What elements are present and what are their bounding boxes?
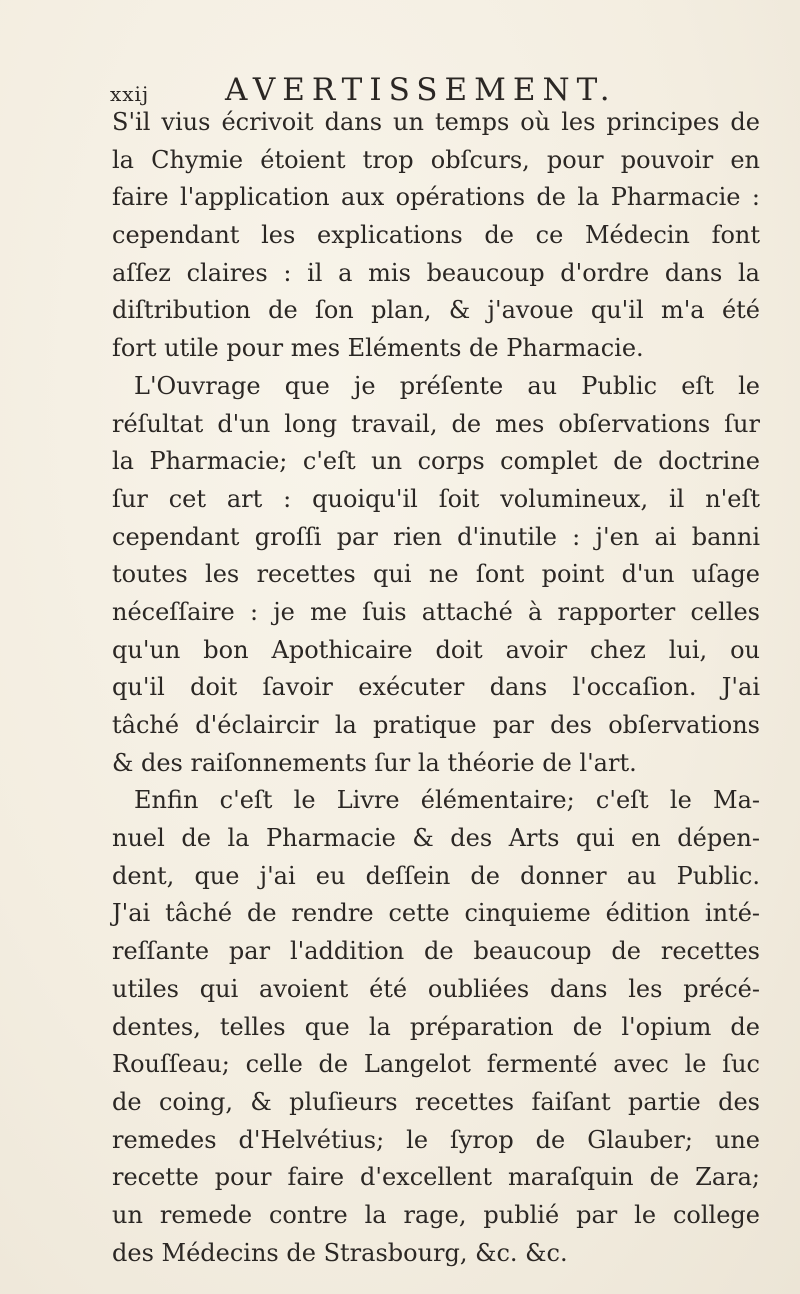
text-line: dentes, telles que la préparation de l'opium de [112, 1012, 760, 1041]
text-line: cependant les explications de ce Médecin font [112, 221, 760, 250]
text-line: faire l'application aux opérations de la Pharmacie : [112, 183, 760, 212]
text-line: réſultat d'un long travail, de mes obſervations ſur [112, 409, 760, 438]
text-line: dent, que j'ai eu deſſein de donner au Public. [112, 861, 760, 890]
text-line: qu'il doit ſavoir exécuter dans l'occaſion. J'ai [112, 673, 760, 702]
text-line: néceſſaire : je me ſuis attaché à rapporter celles [112, 597, 760, 626]
page-number: xxij [110, 82, 150, 106]
paragraph-start-line: Enfin c'eſt le Livre élémentaire; c'eſt le Ma- [134, 786, 760, 815]
text-line: & des raiſonnements ſur la théorie de l'art. [112, 748, 637, 777]
text-line: reſſante par l'addition de beaucoup de recettes [112, 937, 760, 966]
text-line: S'il vius écrivoit dans un temps où les principes de [112, 108, 760, 136]
text-line: cependant groſſi par rien d'inutile : j'en ai banni [112, 522, 760, 551]
paragraph-start-line: L'Ouvrage que je préſente au Public eſt le [134, 371, 760, 400]
text-line: de coing, & pluſieurs recettes faiſant partie des [112, 1087, 760, 1116]
text-line: des Médecins de Strasbourg, &c. &c. [112, 1238, 568, 1267]
text-line: remedes d'Helvétius; le ſyrop de Glauber; une [112, 1125, 760, 1154]
text-line: fort utile pour mes Eléments de Pharmacie. [112, 334, 644, 363]
text-line: aſſez claires : il a mis beaucoup d'ordre dans la [112, 258, 760, 287]
text-line: utiles qui avoient été oubliées dans les précé- [112, 974, 760, 1003]
text-line: recette pour faire d'excellent maraſquin de Zara; [112, 1163, 760, 1192]
text-line: toutes les recettes qui ne ſont point d'un uſage [112, 560, 760, 589]
text-line: Rouſſeau; celle de Langelot fermenté avec le ſuc [112, 1050, 760, 1079]
text-line: la Chymie étoient trop obſcurs, pour pouvoir en [112, 145, 760, 174]
text-line: la Pharmacie; c'eſt un corps complet de doctrine [112, 447, 760, 476]
text-line: tâché d'éclaircir la pratique par des obſervations [112, 711, 760, 739]
text-line: qu'un bon Apothicaire doit avoir chez lui, ou [112, 635, 760, 664]
text-line: un remede contre la rage, publié par le college [112, 1200, 760, 1229]
text-line: J'ai tâché de rendre cette cinquieme édition inté- [112, 899, 760, 928]
text-line: diſtribution de ſon plan, & j'avoue qu'il m'a été [112, 296, 760, 325]
body-text [112, 104, 760, 1272]
running-title: AVERTISSEMENT. [225, 72, 617, 108]
text-line: ſur cet art : quoiqu'il ſoit volumineux, il n'eſt [112, 484, 760, 513]
text-line: nuel de la Pharmacie & des Arts qui en dépen- [112, 824, 760, 853]
